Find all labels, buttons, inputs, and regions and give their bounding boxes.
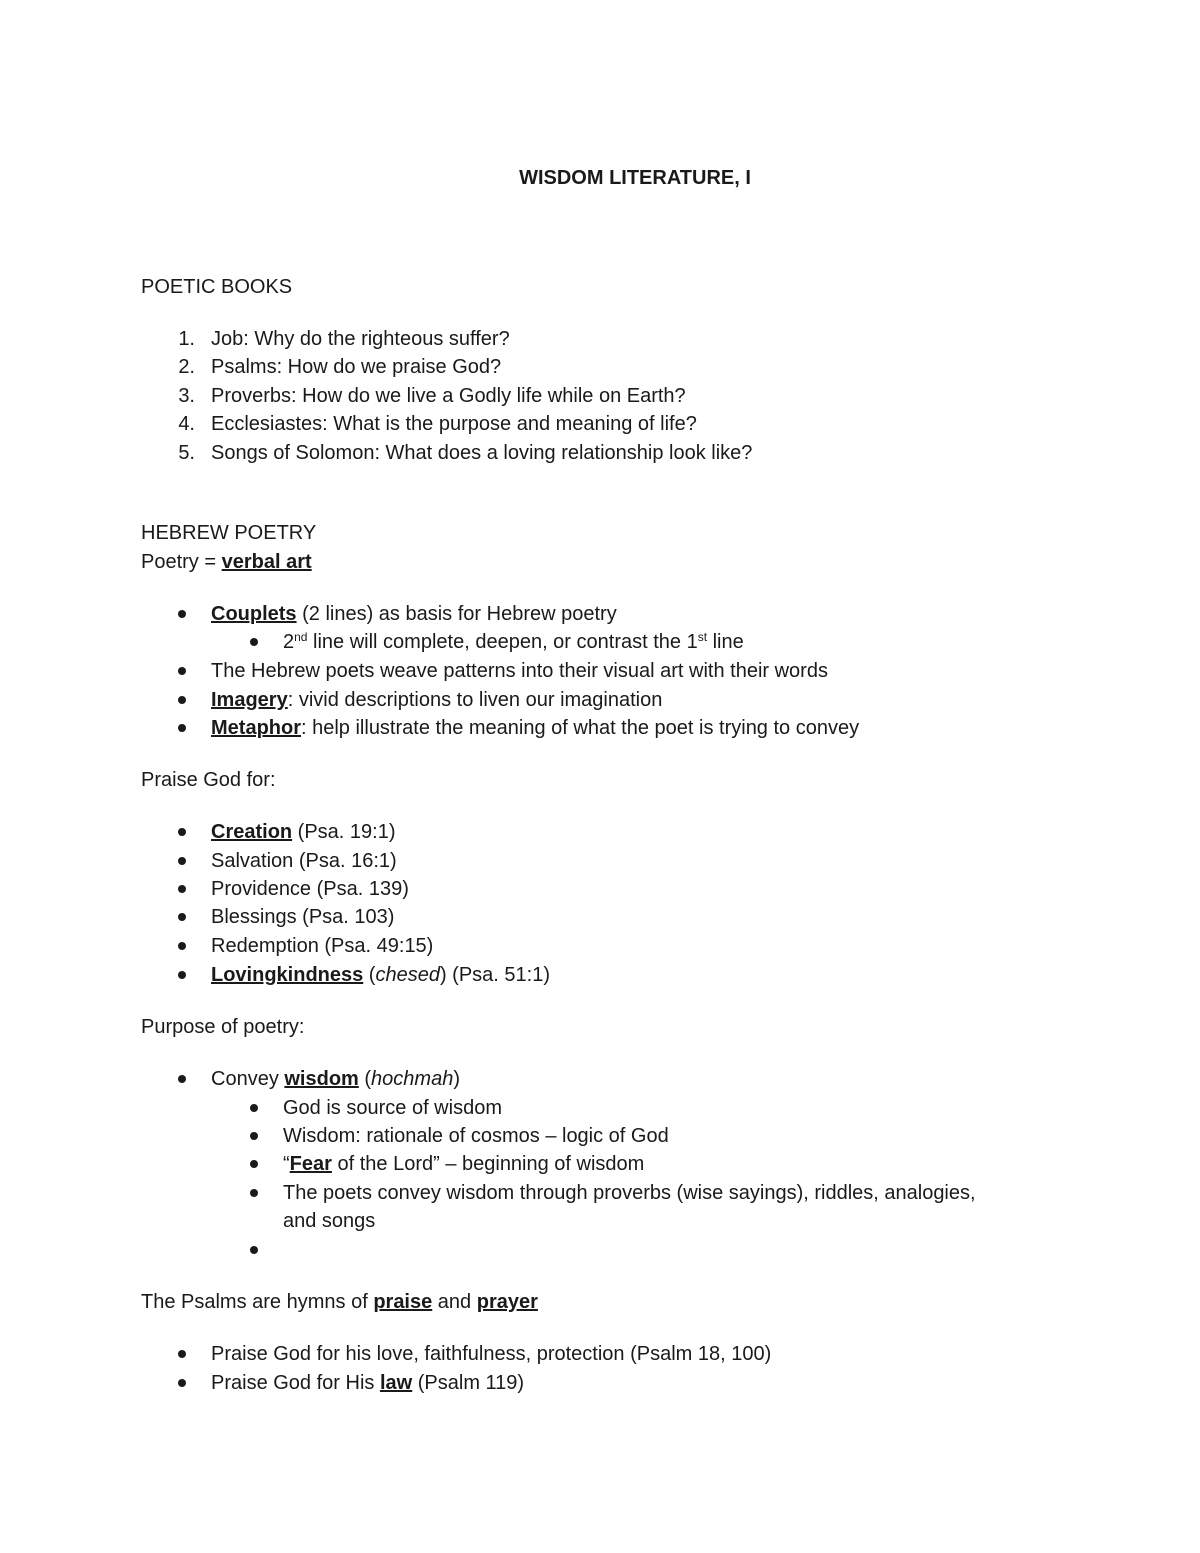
imagery-item xyxy=(211,688,662,712)
section-heading-hebrew-poetry: HEBREW POETRY xyxy=(141,522,317,544)
paren-open: ( xyxy=(363,964,376,986)
list-number: 3. xyxy=(178,385,195,407)
creation-item xyxy=(211,820,396,844)
psalms-middle: and xyxy=(432,1291,477,1313)
imagery-term: Imagery xyxy=(211,689,288,711)
law-text: (Psalm 119) xyxy=(412,1372,525,1394)
wisdom-term: wisdom xyxy=(284,1068,359,1090)
metaphor-text: : help illustrate the meaning of what the poet is trying to convey xyxy=(301,717,860,739)
rationale-item: Wisdom: rationale of cosmos – logic of God xyxy=(283,1125,669,1147)
section-heading-purpose: Purpose of poetry: xyxy=(141,1016,305,1038)
fear-text: of the Lord” – beginning of wisdom xyxy=(331,1153,645,1175)
bullet-icon xyxy=(178,942,186,950)
list-item: Job: Why do the righteous suffer? xyxy=(211,328,510,350)
bullet-icon xyxy=(178,971,186,979)
blessings-item: Blessings (Psa. 103) xyxy=(211,906,395,928)
bullet-icon xyxy=(178,1075,186,1083)
poets-item-line2: and songs xyxy=(283,1210,376,1232)
bullet-icon xyxy=(250,638,258,646)
list-number: 1. xyxy=(178,328,195,350)
list-item: Songs of Solomon: What does a loving relationship look like? xyxy=(211,442,753,464)
metaphor-term: Metaphor xyxy=(211,717,301,739)
metaphor-item xyxy=(211,716,859,740)
poetry-prefix: Poetry = xyxy=(141,551,222,573)
superscript-nd: nd xyxy=(294,630,308,644)
lovingkindness-text: ) (Psa. 51:1) xyxy=(439,964,551,986)
lovingkindness-term: Lovingkindness xyxy=(211,964,364,986)
providence-item: Providence (Psa. 139) xyxy=(211,878,409,900)
bullet-icon xyxy=(178,885,186,893)
section-heading-praise: Praise God for: xyxy=(141,769,276,791)
bullet-icon xyxy=(178,857,186,865)
bullet-icon xyxy=(178,667,186,675)
superscript-st: st xyxy=(697,630,708,644)
couplets-subitem xyxy=(283,630,744,654)
bullet-icon xyxy=(178,610,186,618)
bullet-icon xyxy=(178,828,186,836)
psalms-heading xyxy=(141,1290,538,1314)
bullet-icon xyxy=(178,913,186,921)
psalms-prefix: The Psalms are hymns of xyxy=(141,1291,374,1313)
fear-item xyxy=(283,1152,644,1176)
law-term: law xyxy=(379,1372,413,1394)
salvation-item: Salvation (Psa. 16:1) xyxy=(211,850,397,872)
list-item: Psalms: How do we praise God? xyxy=(211,356,502,378)
bullet-icon xyxy=(250,1189,258,1197)
love-item: Praise God for his love, faithfulness, protection (Psalm 18, 100) xyxy=(211,1343,772,1365)
imagery-text: : vivid descriptions to liven our imagination xyxy=(287,689,663,711)
bullet-icon xyxy=(250,1104,258,1112)
bullet-icon xyxy=(178,1379,186,1387)
sub-text: 2 xyxy=(283,631,295,653)
bullet-icon xyxy=(178,724,186,732)
bullet-icon xyxy=(178,1350,186,1358)
poetry-definition xyxy=(141,550,312,574)
sub-text: line will complete, deepen, or contrast the 1 xyxy=(307,631,698,653)
poets-item-line1: The poets convey wisdom through proverbs (wise sayings), riddles, analogies, xyxy=(283,1182,976,1204)
fear-term: Fear xyxy=(289,1153,332,1175)
bullet-icon xyxy=(250,1246,258,1254)
convey-item xyxy=(211,1067,460,1091)
list-item: Proverbs: How do we live a Godly life while on Earth? xyxy=(211,385,686,407)
weave-item: The Hebrew poets weave patterns into their visual art with their words xyxy=(211,660,828,682)
couplets-item xyxy=(211,602,617,626)
law-prefix: Praise God for His xyxy=(211,1372,380,1394)
couplets-text: (2 lines) as basis for Hebrew poetry xyxy=(296,603,617,625)
paren-open: ( xyxy=(358,1068,372,1090)
paren-close: ) xyxy=(453,1068,460,1090)
list-number: 4. xyxy=(178,413,195,435)
list-item: Ecclesiastes: What is the purpose and meaning of life? xyxy=(211,413,697,435)
lovingkindness-item xyxy=(211,963,550,987)
creation-text: (Psa. 19:1) xyxy=(292,821,396,843)
document-title: WISDOM LITERATURE, I xyxy=(519,167,751,189)
bullet-icon xyxy=(250,1160,258,1168)
section-heading-poetic-books: POETIC BOOKS xyxy=(141,276,293,298)
list-number: 2. xyxy=(178,356,195,378)
redemption-item: Redemption (Psa. 49:15) xyxy=(211,935,434,957)
convey-prefix: Convey xyxy=(211,1068,285,1090)
chesed-term: chesed xyxy=(375,964,440,986)
bullet-icon xyxy=(250,1132,258,1140)
praise-term: praise xyxy=(373,1291,433,1313)
sub-text: line xyxy=(707,631,744,653)
couplets-term: Couplets xyxy=(211,603,297,625)
bullet-icon xyxy=(178,696,186,704)
creation-term: Creation xyxy=(211,821,293,843)
source-item: God is source of wisdom xyxy=(283,1097,502,1119)
hochmah-term: hochmah xyxy=(371,1068,454,1090)
quote-open: “ xyxy=(283,1153,290,1175)
verbal-art-term: verbal art xyxy=(221,551,312,573)
prayer-term: prayer xyxy=(476,1291,538,1313)
law-item xyxy=(211,1371,524,1395)
list-number: 5. xyxy=(178,442,195,464)
